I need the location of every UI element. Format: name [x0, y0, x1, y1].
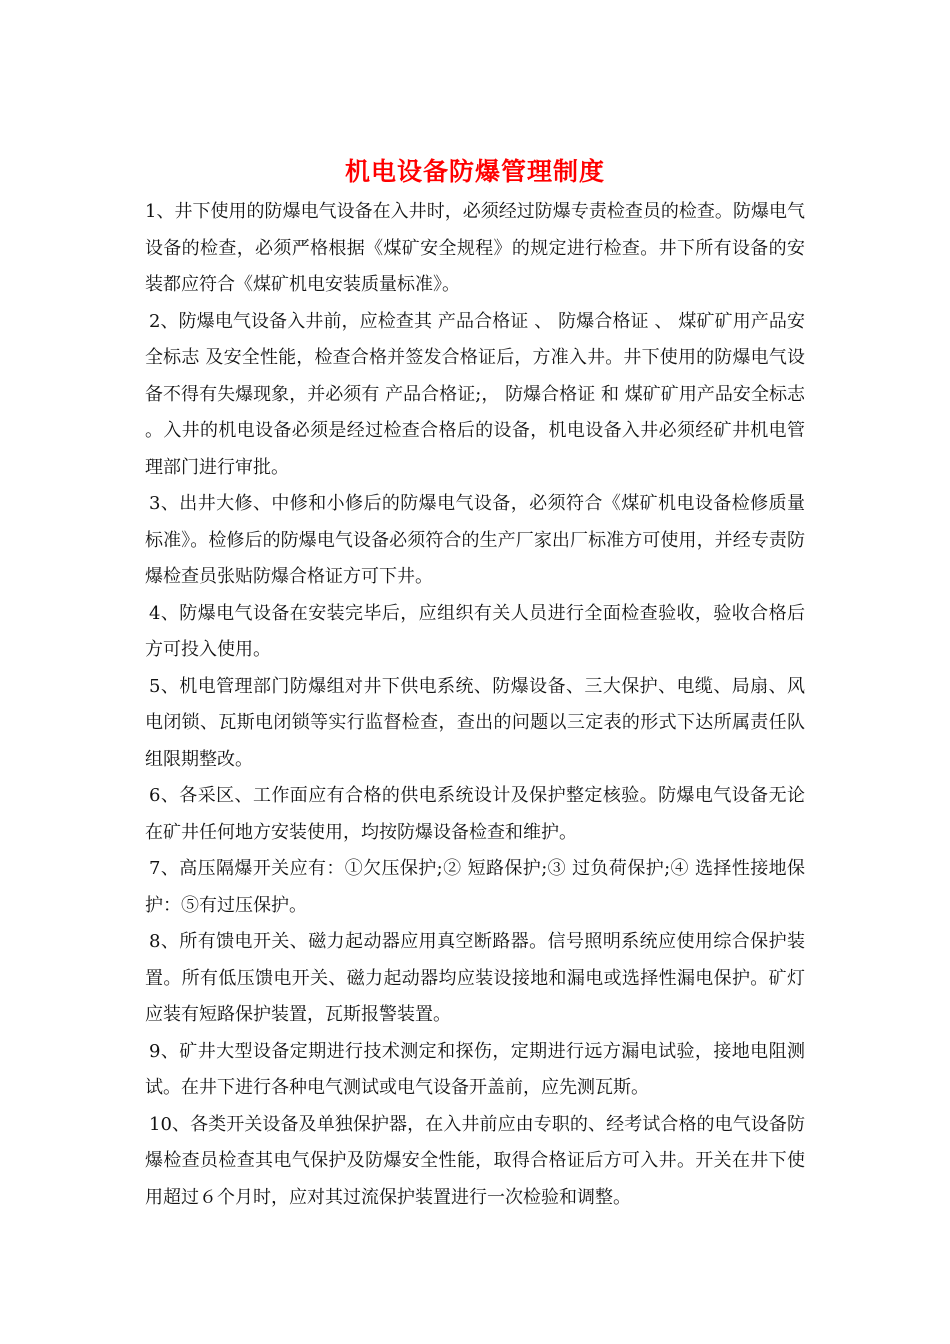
paragraph-8: 8、所有馈电开关、磁力起动器应用真空断路器。信号照明系统应使用综合保护装置。所有低压馈电开关、磁力起动器均应装设接地和漏电或选择性漏电保护。矿灯应装有短路保护装置，瓦斯报警装置。 [145, 931, 805, 1025]
paragraph-9: 9、矿井大型设备定期进行技术测定和探伤，定期进行远方漏电试验，接地电阻测试。在井下进行各种电气测试或电气设备开盖前，应先测瓦斯。 [145, 1040, 805, 1098]
paragraph-7: 7、高压隔爆开关应有：①欠压保护;② 短路保护;③ 过负荷保护;④ 选择性接地保护：⑤有过压保护。 [145, 858, 805, 916]
document-body [145, 194, 805, 1216]
paragraph-2: 2、防爆电气设备入井前，应检查其 产品合格证 、 防爆合格证 、 煤矿矿用产品安全标志 及安全性能，检查合格并签发合格证后，方准入井。井下使用的防爆电气设备不得有失爆现象，并必须有 产品合格证;， 防爆合格证 和 煤矿矿用产品安全标志 。入井的机电设备必须是经过检查合格后的设备，机电设备入井必须经矿井机电管理部门进行审批。 [145, 310, 805, 478]
paragraph-1: 1、井下使用的防爆电气设备在入井时，必须经过防爆专责检查员的检查。防爆电气设备的检查，必须严格根据《煤矿安全规程》的规定进行检查。井下所有设备的安装都应符合《煤矿机电安装质量标准》。 [145, 201, 805, 295]
paragraph-5: 5、机电管理部门防爆组对井下供电系统、防爆设备、三大保护、电缆、局扇、风电闭锁、瓦斯电闭锁等实行监督检查，查出的问题以三定表的形式下达所属责任队组限期整改。 [145, 675, 805, 770]
paragraph-3: 3、出井大修、中修和小修后的防爆电气设备，必须符合《煤矿机电设备检修质量标准》。检修后的防爆电气设备必须符合的生产厂家出厂标准方可使用，并经专责防爆检查员张贴防爆合格证方可下井。 [145, 493, 805, 587]
document-title: 机电设备防爆管理制度 [344, 157, 605, 186]
paragraph-10: 10、各类开关设备及单独保护器，在入井前应由专职的、经考试合格的电气设备防爆检查员检查其电气保护及防爆安全性能，取得合格证后方可入井。开关在井下使用超过６个月时，应对其过流保护装置进行一次检验和调整。 [145, 1113, 805, 1208]
paragraph-4: 4、防爆电气设备在安装完毕后，应组织有关人员进行全面检查验收，验收合格后方可投入使用。 [145, 602, 805, 660]
paragraph-6: 6、各采区、工作面应有合格的供电系统设计及保护整定核验。防爆电气设备无论在矿井任何地方安装使用，均按防爆设备检查和维护。 [145, 785, 805, 843]
